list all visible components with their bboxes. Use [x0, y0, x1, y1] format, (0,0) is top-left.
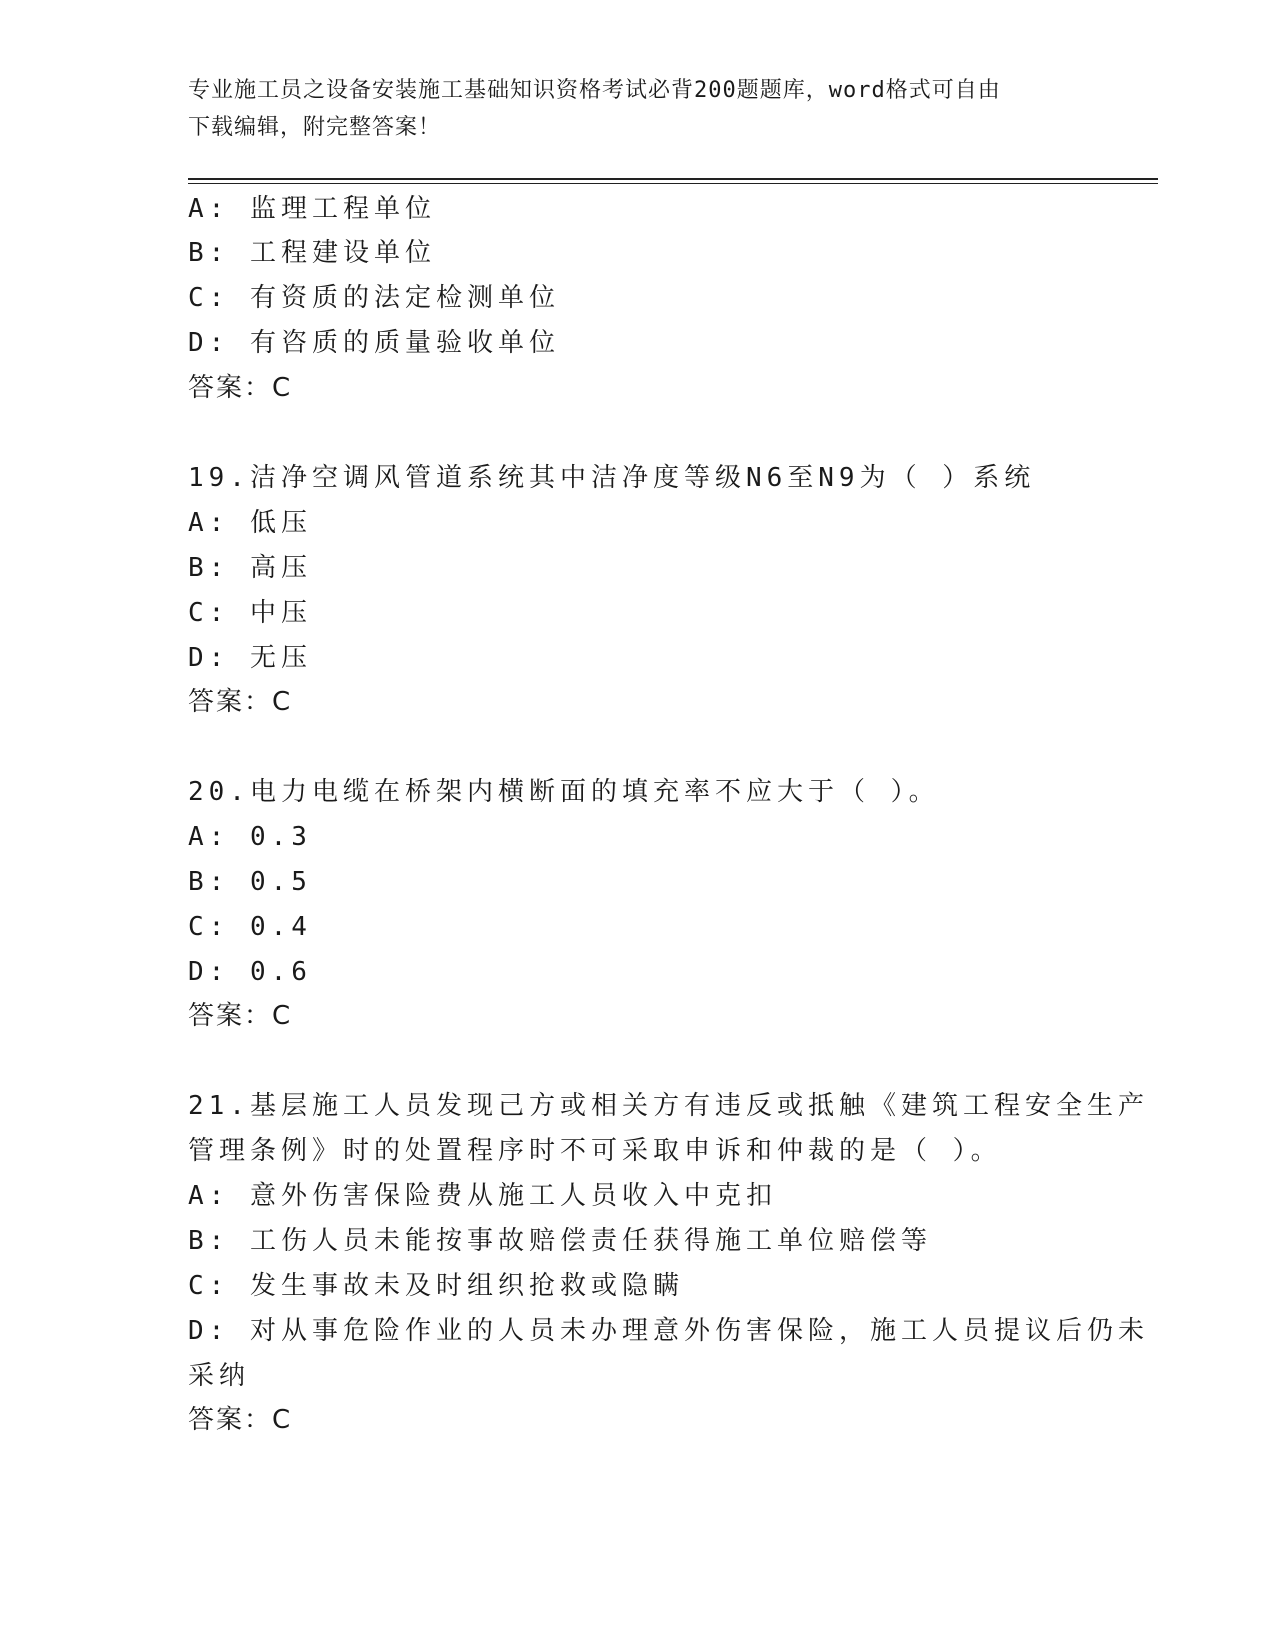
q19-option-b: B: 高压 [188, 553, 312, 583]
q21-question-line-1: 21.基层施工人员发现己方或相关方有违反或抵触《建筑工程安全生产 [188, 1091, 1149, 1121]
document-header [188, 72, 1088, 146]
q20-answer: 答案：C [188, 1001, 293, 1031]
header-line-1: 专业施工员之设备安装施工基础知识资格考试必背200题题库，word格式可自由 [188, 78, 1001, 103]
q19-option-d: D: 无压 [188, 643, 312, 673]
q21-option-a: A: 意外伤害保险费从施工人员收入中克扣 [188, 1181, 777, 1211]
q18-option-c: C: 有资质的法定检测单位 [188, 283, 560, 313]
q18-answer: 答案：C [188, 373, 293, 403]
q21-option-d-line-2: 采纳 [188, 1361, 251, 1391]
q19-answer: 答案：C [188, 687, 293, 717]
q21-question-line-2: 管理条例》时的处置程序时不可采取申诉和仲裁的是（ ）。 [188, 1136, 1002, 1166]
q21-option-b: B: 工伤人员未能按事故赔偿责任获得施工单位赔偿等 [188, 1226, 932, 1256]
q19-option-c: C: 中压 [188, 598, 312, 628]
q18-option-d: D: 有咨质的质量验收单位 [188, 328, 560, 358]
q19-option-a: A: 低压 [188, 508, 312, 538]
q20-option-d: D: 0.6 [188, 957, 312, 987]
header-rule-thick [188, 178, 1158, 180]
q20-question: 20.电力电缆在桥架内横断面的填充率不应大于（ ）。 [188, 777, 940, 807]
q19-question: 19.洁净空调风管道系统其中洁净度等级N6至N9为（ ）系统 [188, 463, 1036, 493]
q20-option-a: A: 0.3 [188, 822, 312, 852]
q18-option-b: B: 工程建设单位 [188, 238, 436, 268]
header-line-2: 下载编辑，附完整答案！ [188, 115, 442, 140]
q20-option-b: B: 0.5 [188, 867, 312, 897]
q21-option-c: C: 发生事故未及时组织抢救或隐瞒 [188, 1271, 684, 1301]
q18-option-a: A: 监理工程单位 [188, 194, 436, 224]
header-rule-thin [188, 183, 1158, 184]
q21-answer: 答案：C [188, 1405, 293, 1435]
q21-option-d-line-1: D: 对从事危险作业的人员未办理意外伤害保险，施工人员提议后仍未 [188, 1316, 1149, 1346]
q20-option-c: C: 0.4 [188, 912, 312, 942]
